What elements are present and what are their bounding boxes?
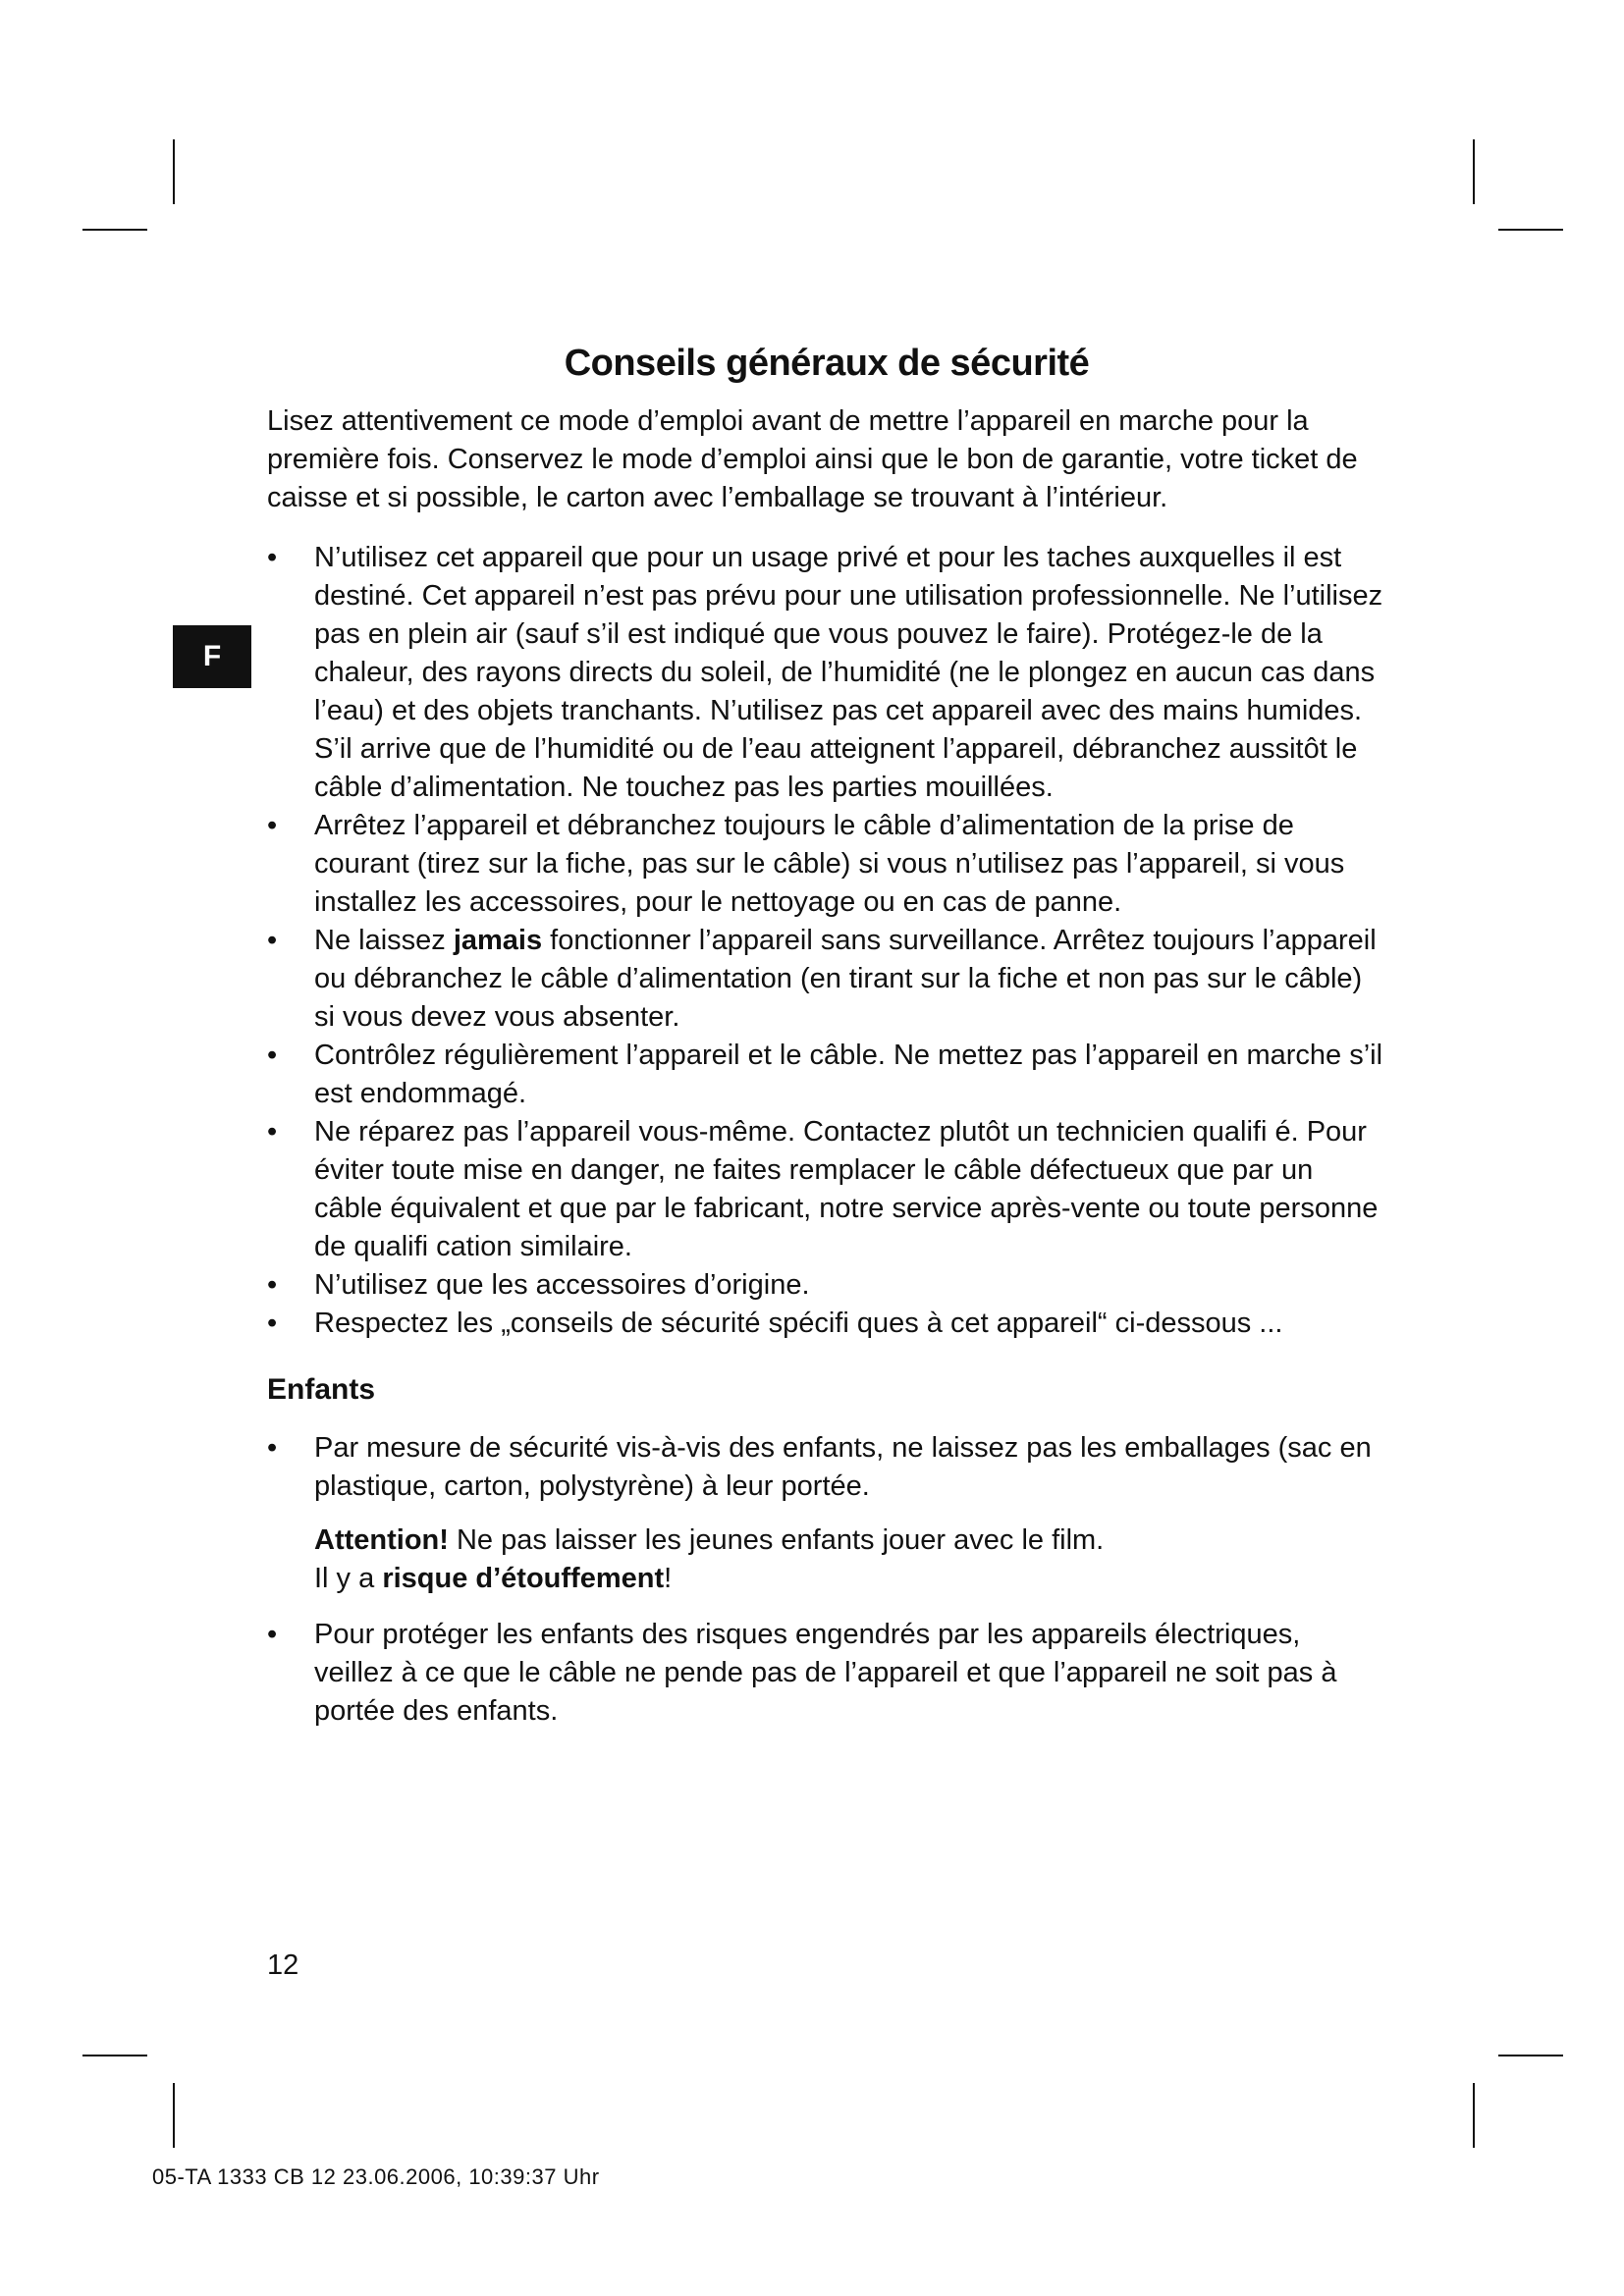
bullet-text-after: fonctionner l’appareil sans surveillance. Arrêtez toujours l’appareil ou débranchez le câble d’alimentation (en tirant sur la fiche et non pas sur le câble) si vous devez vous absenter. xyxy=(314,925,1377,1033)
attention-text: Ne pas laisser les jeunes enfants jouer avec le film. xyxy=(448,1524,1105,1556)
attention-label: Attention! xyxy=(314,1524,449,1556)
bullet-text-before: Ne laissez xyxy=(314,925,454,956)
bullet-text-bold: jamais xyxy=(453,925,543,956)
list-item: • Arrêtez l’appareil et débranchez toujours le câble d’alimentation de la prise de courant (tirez sur la fiche, pas sur le câble) si vous n’utilisez pas l’appareil, si vous installez les accessoires, pour le nettoyage ou en cas de panne. xyxy=(267,807,1386,922)
risk-bold: risque d’étouffement xyxy=(382,1563,665,1594)
list-item: • Par mesure de sécurité vis-à-vis des enfants, ne laissez pas les emballages (sac en plastique, carton, polystyrène) à leur portée. xyxy=(267,1429,1386,1506)
crop-mark-bottom-right-horizontal xyxy=(1498,2055,1563,2056)
children-heading: Enfants xyxy=(267,1373,376,1406)
list-item xyxy=(267,922,1386,1037)
crop-mark-top-right-vertical xyxy=(1473,139,1475,204)
list-item: • Contrôlez régulièrement l’appareil et le câble. Ne mettez pas l’appareil en marche s’il est endommagé. xyxy=(267,1037,1386,1113)
crop-mark-bottom-left-horizontal xyxy=(82,2055,147,2056)
crop-mark-top-left-horizontal xyxy=(82,229,147,231)
children-list xyxy=(267,1429,1386,1506)
attention-warning xyxy=(267,1522,1386,1598)
intro-paragraph: Lisez attentivement ce mode d’emploi avant de mettre l’appareil en marche pour la première fois. Conservez le mode d’emploi ainsi que le bon de garantie, votre ticket de caisse et si possible, le carton avec l’emballage se trouvant à l’intérieur. xyxy=(267,405,1358,513)
page-title: Conseils généraux de sécurité xyxy=(564,343,1090,384)
risk-prefix: Il y a xyxy=(314,1563,383,1594)
crop-mark-bottom-left-vertical xyxy=(173,2083,175,2148)
print-footer: 05-TA 1333 CB 12 23.06.2006, 10:39:37 Uhr xyxy=(152,2164,600,2189)
children-list-2 xyxy=(267,1616,1386,1731)
list-item: • N’utilisez cet appareil que pour un usage privé et pour les taches auxquelles il est destiné. Cet appareil n’est pas prévu pour une utilisation professionnelle. Ne l’utilisez pas en plein air (sauf s’il est indiqué que vous pouvez le faire). Protégez-le de la chaleur, des rayons directs du soleil, de l’humidité (ne le plongez en aucun cas dans l’eau) et des objets tranchants. N’utilisez pas cet appareil avec des mains humides. S’il arrive que de l’humidité ou de l’eau atteignent l’appareil, débranchez aussitôt le câble d’alimentation. Ne touchez pas les parties mouillées. xyxy=(267,539,1386,807)
list-item: • N’utilisez que les accessoires d’origine. xyxy=(267,1266,1386,1305)
language-tab: F xyxy=(173,625,251,688)
crop-mark-top-left-vertical xyxy=(173,139,175,204)
page-number: 12 xyxy=(267,1949,299,1981)
crop-mark-top-right-horizontal xyxy=(1498,229,1563,231)
list-item: • Ne réparez pas l’appareil vous-même. Contactez plutôt un technicien qualifi é. Pour éviter toute mise en danger, ne faites remplacer le câble défectueux que par un câble équivalent et que par le fabricant, notre service après-vente ou toute personne de qualifi cation similaire. xyxy=(267,1113,1386,1266)
list-item: • Pour protéger les enfants des risques engendrés par les appareils électriques, veillez à ce que le câble ne pende pas de l’appareil et que l’appareil ne soit pas à portée des enfants. xyxy=(267,1616,1386,1731)
risk-suffix: ! xyxy=(664,1563,673,1594)
crop-mark-bottom-right-vertical xyxy=(1473,2083,1475,2148)
safety-list xyxy=(267,539,1386,1343)
list-item: • Respectez les „conseils de sécurité spécifi ques à cet appareil“ ci-dessous ... xyxy=(267,1305,1386,1343)
main-content xyxy=(267,340,1386,1731)
